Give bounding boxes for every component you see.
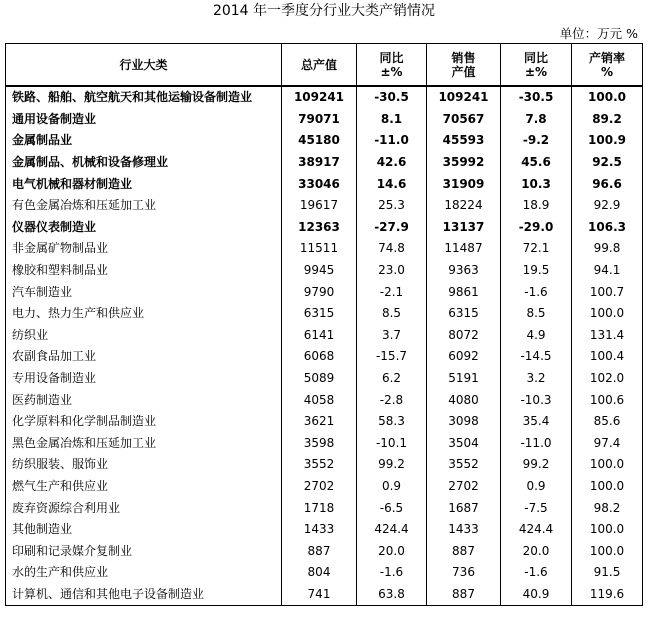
industry-cell: 铁路、船舶、航空航天和其他运输设备制造业 xyxy=(6,86,282,109)
industry-cell: 金属制品、机械和设备修理业 xyxy=(6,152,282,174)
sales-cell: 2702 xyxy=(427,476,501,498)
sales-cell: 3504 xyxy=(427,433,501,455)
output-yoy-cell: -15.7 xyxy=(357,346,427,368)
table-row xyxy=(6,260,643,282)
output-cell: 33046 xyxy=(282,173,357,195)
output-yoy-cell: 99.2 xyxy=(357,454,427,476)
output-yoy-cell: 42.6 xyxy=(357,152,427,174)
industry-cell: 非金属矿物制品业 xyxy=(6,238,282,260)
sales-cell: 18224 xyxy=(427,195,501,217)
sales-cell: 35992 xyxy=(427,152,501,174)
table-row xyxy=(6,454,643,476)
sales-cell: 6092 xyxy=(427,346,501,368)
output-yoy-cell: 58.3 xyxy=(357,411,427,433)
sales-cell: 31909 xyxy=(427,173,501,195)
sales-yoy-cell: -9.2 xyxy=(501,130,572,152)
sales-rate-cell: 85.6 xyxy=(572,411,643,433)
table-row xyxy=(6,217,643,239)
sales-yoy-cell: 424.4 xyxy=(501,519,572,541)
output-cell: 741 xyxy=(282,584,357,606)
sales-rate-cell: 102.0 xyxy=(572,368,643,390)
table-row xyxy=(6,497,643,519)
table-row xyxy=(6,540,643,562)
output-yoy-cell: 6.2 xyxy=(357,368,427,390)
table-row xyxy=(6,195,643,217)
industry-cell: 有色金属冶炼和压延加工业 xyxy=(6,195,282,217)
table-row xyxy=(6,368,643,390)
sales-rate-cell: 94.1 xyxy=(572,260,643,282)
header-sales xyxy=(427,44,501,87)
output-cell: 79071 xyxy=(282,109,357,131)
sales-cell: 887 xyxy=(427,584,501,606)
output-yoy-cell: 14.6 xyxy=(357,173,427,195)
industry-cell: 纺织业 xyxy=(6,325,282,347)
sales-rate-cell: 100.0 xyxy=(572,519,643,541)
sales-rate-cell: 89.2 xyxy=(572,109,643,131)
header-output: 总产值 xyxy=(282,44,357,87)
table-row xyxy=(6,346,643,368)
output-cell: 12363 xyxy=(282,217,357,239)
sales-rate-cell: 100.0 xyxy=(572,540,643,562)
industry-cell: 黑色金属冶炼和压延加工业 xyxy=(6,433,282,455)
header-sales-line2: 产值 xyxy=(451,64,476,79)
output-yoy-cell: 20.0 xyxy=(357,540,427,562)
sales-yoy-cell: -14.5 xyxy=(501,346,572,368)
sales-yoy-cell: 3.2 xyxy=(501,368,572,390)
sales-rate-cell: 92.9 xyxy=(572,195,643,217)
industry-cell: 纺织服装、服饰业 xyxy=(6,454,282,476)
table-row xyxy=(6,562,643,584)
header-yoy2-line1: 同比 xyxy=(523,50,548,65)
sales-rate-cell: 100.9 xyxy=(572,130,643,152)
industry-cell: 燃气生产和供应业 xyxy=(6,476,282,498)
table-row xyxy=(6,109,643,131)
output-yoy-cell: -2.8 xyxy=(357,389,427,411)
sales-rate-cell: 92.5 xyxy=(572,152,643,174)
output-cell: 5089 xyxy=(282,368,357,390)
output-yoy-cell: 74.8 xyxy=(357,238,427,260)
output-yoy-cell: -30.5 xyxy=(357,86,427,109)
header-rate xyxy=(572,44,643,87)
sales-yoy-cell: 7.8 xyxy=(501,109,572,131)
table-row xyxy=(6,476,643,498)
output-cell: 887 xyxy=(282,540,357,562)
industry-cell: 金属制品业 xyxy=(6,130,282,152)
sales-rate-cell: 98.2 xyxy=(572,497,643,519)
sales-yoy-cell: 19.5 xyxy=(501,260,572,282)
sales-cell: 1687 xyxy=(427,497,501,519)
sales-cell: 9861 xyxy=(427,281,501,303)
sales-rate-cell: 97.4 xyxy=(572,433,643,455)
output-yoy-cell: 8.5 xyxy=(357,303,427,325)
output-yoy-cell: 23.0 xyxy=(357,260,427,282)
sales-yoy-cell: 72.1 xyxy=(501,238,572,260)
industry-cell: 计算机、通信和其他电子设备制造业 xyxy=(6,584,282,606)
header-row xyxy=(6,44,643,87)
sales-yoy-cell: 40.9 xyxy=(501,584,572,606)
table-row xyxy=(6,325,643,347)
sales-yoy-cell: -11.0 xyxy=(501,433,572,455)
industry-cell: 汽车制造业 xyxy=(6,281,282,303)
sales-rate-cell: 100.7 xyxy=(572,281,643,303)
output-yoy-cell: 63.8 xyxy=(357,584,427,606)
sales-cell: 11487 xyxy=(427,238,501,260)
output-cell: 9790 xyxy=(282,281,357,303)
industry-cell: 废弃资源综合利用业 xyxy=(6,497,282,519)
output-yoy-cell: 424.4 xyxy=(357,519,427,541)
output-yoy-cell: -11.0 xyxy=(357,130,427,152)
output-cell: 6068 xyxy=(282,346,357,368)
table-row xyxy=(6,584,643,606)
table-row xyxy=(6,281,643,303)
output-yoy-cell: 0.9 xyxy=(357,476,427,498)
sales-cell: 736 xyxy=(427,562,501,584)
output-cell: 6141 xyxy=(282,325,357,347)
sales-rate-cell: 100.0 xyxy=(572,303,643,325)
output-cell: 109241 xyxy=(282,86,357,109)
sales-cell: 4080 xyxy=(427,389,501,411)
header-rate-line1: 产销率 xyxy=(588,50,625,65)
table-row xyxy=(6,433,643,455)
sales-yoy-cell: 18.9 xyxy=(501,195,572,217)
sales-yoy-cell: 10.3 xyxy=(501,173,572,195)
sales-cell: 5191 xyxy=(427,368,501,390)
output-cell: 45180 xyxy=(282,130,357,152)
output-yoy-cell: -2.1 xyxy=(357,281,427,303)
output-cell: 9945 xyxy=(282,260,357,282)
output-yoy-cell: 3.7 xyxy=(357,325,427,347)
header-rate-line2: % xyxy=(600,64,614,79)
output-yoy-cell: -6.5 xyxy=(357,497,427,519)
table-row xyxy=(6,130,643,152)
industry-cell: 其他制造业 xyxy=(6,519,282,541)
output-cell: 4058 xyxy=(282,389,357,411)
sales-rate-cell: 100.0 xyxy=(572,476,643,498)
output-cell: 11511 xyxy=(282,238,357,260)
header-industry: 行业大类 xyxy=(6,44,282,87)
sales-cell: 9363 xyxy=(427,260,501,282)
output-yoy-cell: -27.9 xyxy=(357,217,427,239)
sales-yoy-cell: 45.6 xyxy=(501,152,572,174)
sales-yoy-cell: 35.4 xyxy=(501,411,572,433)
output-cell: 804 xyxy=(282,562,357,584)
sales-cell: 45593 xyxy=(427,130,501,152)
sales-rate-cell: 100.0 xyxy=(572,454,643,476)
table-row xyxy=(6,86,643,109)
header-yoy2 xyxy=(501,44,572,87)
sales-yoy-cell: 20.0 xyxy=(501,540,572,562)
industry-cell: 农副食品加工业 xyxy=(6,346,282,368)
industry-cell: 化学原料和化学制品制造业 xyxy=(6,411,282,433)
sales-rate-cell: 100.4 xyxy=(572,346,643,368)
output-cell: 3621 xyxy=(282,411,357,433)
output-cell: 3598 xyxy=(282,433,357,455)
sales-rate-cell: 96.6 xyxy=(572,173,643,195)
sales-yoy-cell: 4.9 xyxy=(501,325,572,347)
table-row xyxy=(6,238,643,260)
sales-cell: 3098 xyxy=(427,411,501,433)
industry-cell: 电力、热力生产和供应业 xyxy=(6,303,282,325)
production-sales-table xyxy=(5,43,643,606)
output-cell: 38917 xyxy=(282,152,357,174)
industry-cell: 水的生产和供应业 xyxy=(6,562,282,584)
sales-yoy-cell: -10.3 xyxy=(501,389,572,411)
sales-cell: 1433 xyxy=(427,519,501,541)
industry-cell: 通用设备制造业 xyxy=(6,109,282,131)
sales-yoy-cell: -1.6 xyxy=(501,562,572,584)
unit-label: 单位：万元 % xyxy=(559,26,638,41)
table-body xyxy=(6,86,643,606)
sales-cell: 6315 xyxy=(427,303,501,325)
output-yoy-cell: -10.1 xyxy=(357,433,427,455)
sales-rate-cell: 131.4 xyxy=(572,325,643,347)
sales-yoy-cell: -7.5 xyxy=(501,497,572,519)
sales-rate-cell: 119.6 xyxy=(572,584,643,606)
sales-cell: 109241 xyxy=(427,86,501,109)
output-yoy-cell: -1.6 xyxy=(357,562,427,584)
sales-cell: 887 xyxy=(427,540,501,562)
table-row xyxy=(6,173,643,195)
sales-yoy-cell: 99.2 xyxy=(501,454,572,476)
header-sales-line1: 销售 xyxy=(451,50,476,65)
industry-cell: 专用设备制造业 xyxy=(6,368,282,390)
output-cell: 1718 xyxy=(282,497,357,519)
sales-cell: 3552 xyxy=(427,454,501,476)
sales-rate-cell: 100.6 xyxy=(572,389,643,411)
industry-cell: 电气机械和器材制造业 xyxy=(6,173,282,195)
table-row xyxy=(6,389,643,411)
sales-yoy-cell: 8.5 xyxy=(501,303,572,325)
industry-cell: 医药制造业 xyxy=(6,389,282,411)
table-row xyxy=(6,303,643,325)
table-row xyxy=(6,152,643,174)
table-row xyxy=(6,519,643,541)
sales-cell: 8072 xyxy=(427,325,501,347)
industry-cell: 印刷和记录媒介复制业 xyxy=(6,540,282,562)
table-title: 2014 年一季度分行业大类产销情况 xyxy=(212,3,436,19)
output-yoy-cell: 8.1 xyxy=(357,109,427,131)
table-row xyxy=(6,411,643,433)
sales-cell: 70567 xyxy=(427,109,501,131)
header-yoy1-line1: 同比 xyxy=(379,50,404,65)
sales-rate-cell: 99.8 xyxy=(572,238,643,260)
output-cell: 3552 xyxy=(282,454,357,476)
output-yoy-cell: 25.3 xyxy=(357,195,427,217)
industry-cell: 橡胶和塑料制品业 xyxy=(6,260,282,282)
output-cell: 2702 xyxy=(282,476,357,498)
output-cell: 19617 xyxy=(282,195,357,217)
header-yoy2-line2: ±% xyxy=(524,64,548,79)
sales-rate-cell: 100.0 xyxy=(572,86,643,109)
sales-yoy-cell: -1.6 xyxy=(501,281,572,303)
sales-cell: 13137 xyxy=(427,217,501,239)
sales-yoy-cell: -30.5 xyxy=(501,86,572,109)
industry-cell: 仪器仪表制造业 xyxy=(6,217,282,239)
sales-rate-cell: 106.3 xyxy=(572,217,643,239)
sales-rate-cell: 91.5 xyxy=(572,562,643,584)
sales-yoy-cell: -29.0 xyxy=(501,217,572,239)
output-cell: 6315 xyxy=(282,303,357,325)
header-yoy1-line2: ±% xyxy=(380,64,403,79)
output-cell: 1433 xyxy=(282,519,357,541)
header-yoy1 xyxy=(357,44,427,87)
sales-yoy-cell: 0.9 xyxy=(501,476,572,498)
